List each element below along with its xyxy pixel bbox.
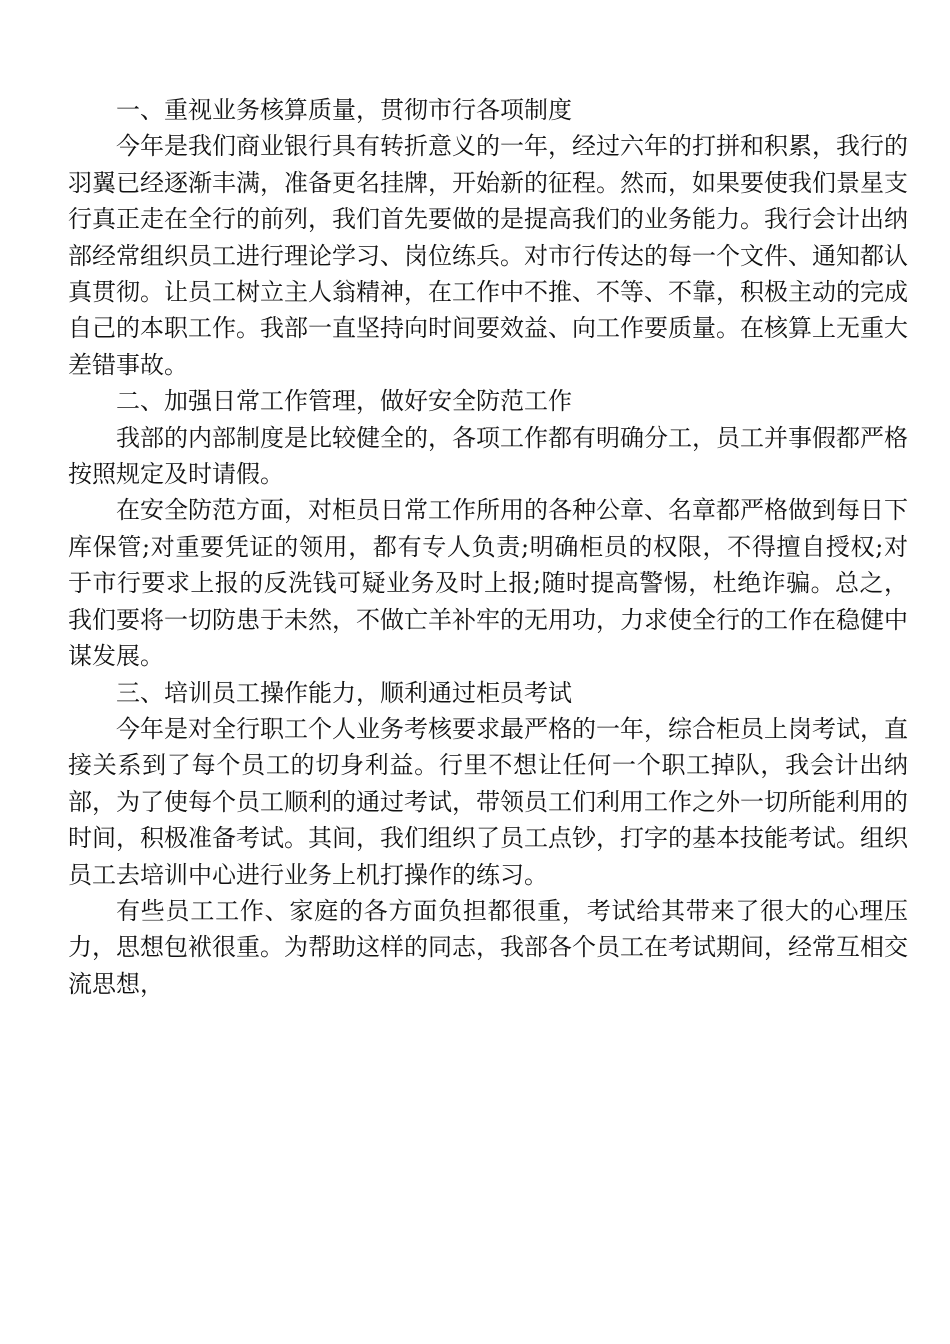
paragraph-2: 我部的内部制度是比较健全的，各项工作都有明确分工，员工并事假都严格按照规定及时请假。 [68,423,908,489]
paragraph-4: 今年是对全行职工个人业务考核要求最严格的一年，综合柜员上岗考试，直接关系到了每个员工的切身利益。行里不想让任何一个职工掉队，我会计出纳部，为了使每个员工顺利的通过考试，带领员工们利用工作之外一切所能利用的时间，积极准备考试。其间，我们组织了员工点钞，打字的基本技能考试。组织员工去培训中心进行业务上机打操作的练习。 [68,714,908,889]
section-heading-2: 二、加强日常工作管理，做好安全防范工作 [116,387,572,416]
paragraph-1: 今年是我们商业银行具有转折意义的一年，经过六年的打拼和积累，我行的羽翼已经逐渐丰满，准备更名挂牌，开始新的征程。然而，如果要使我们景星支行真正走在全行的前列，我们首先要做的是提高我们的业务能力。我行会计出纳部经常组织员工进行理论学习、岗位练兵。对市行传达的每一个文件、通知都认真贯彻。让员工树立主人翁精神，在工作中不推、不等、不靠，积极主动的完成自己的本职工作。我部一直坚持向时间要效益、向工作要质量。在核算上无重大差错事故。 [68,132,908,379]
document-page [68,92,908,1002]
paragraph-3: 在安全防范方面，对柜员日常工作所用的各种公章、名章都严格做到每日下库保管;对重要凭证的领用，都有专人负责;明确柜员的权限，不得擅自授权;对于市行要求上报的反洗钱可疑业务及时上报;随时提高警惕，杜绝诈骗。总之，我们要将一切防患于未然，不做亡羊补牢的无用功，力求使全行的工作在稳健中谋发展。 [68,496,908,671]
section-heading-3: 三、培训员工操作能力，顺利通过柜员考试 [116,678,572,707]
section-heading-1: 一、重视业务核算质量，贯彻市行各项制度 [116,96,572,124]
paragraph-5: 有些员工工作、家庭的各方面负担都很重，考试给其带来了很大的心理压力，思想包袱很重。为帮助这样的同志，我部各个员工在考试期间，经常互相交流思想， [68,896,908,998]
